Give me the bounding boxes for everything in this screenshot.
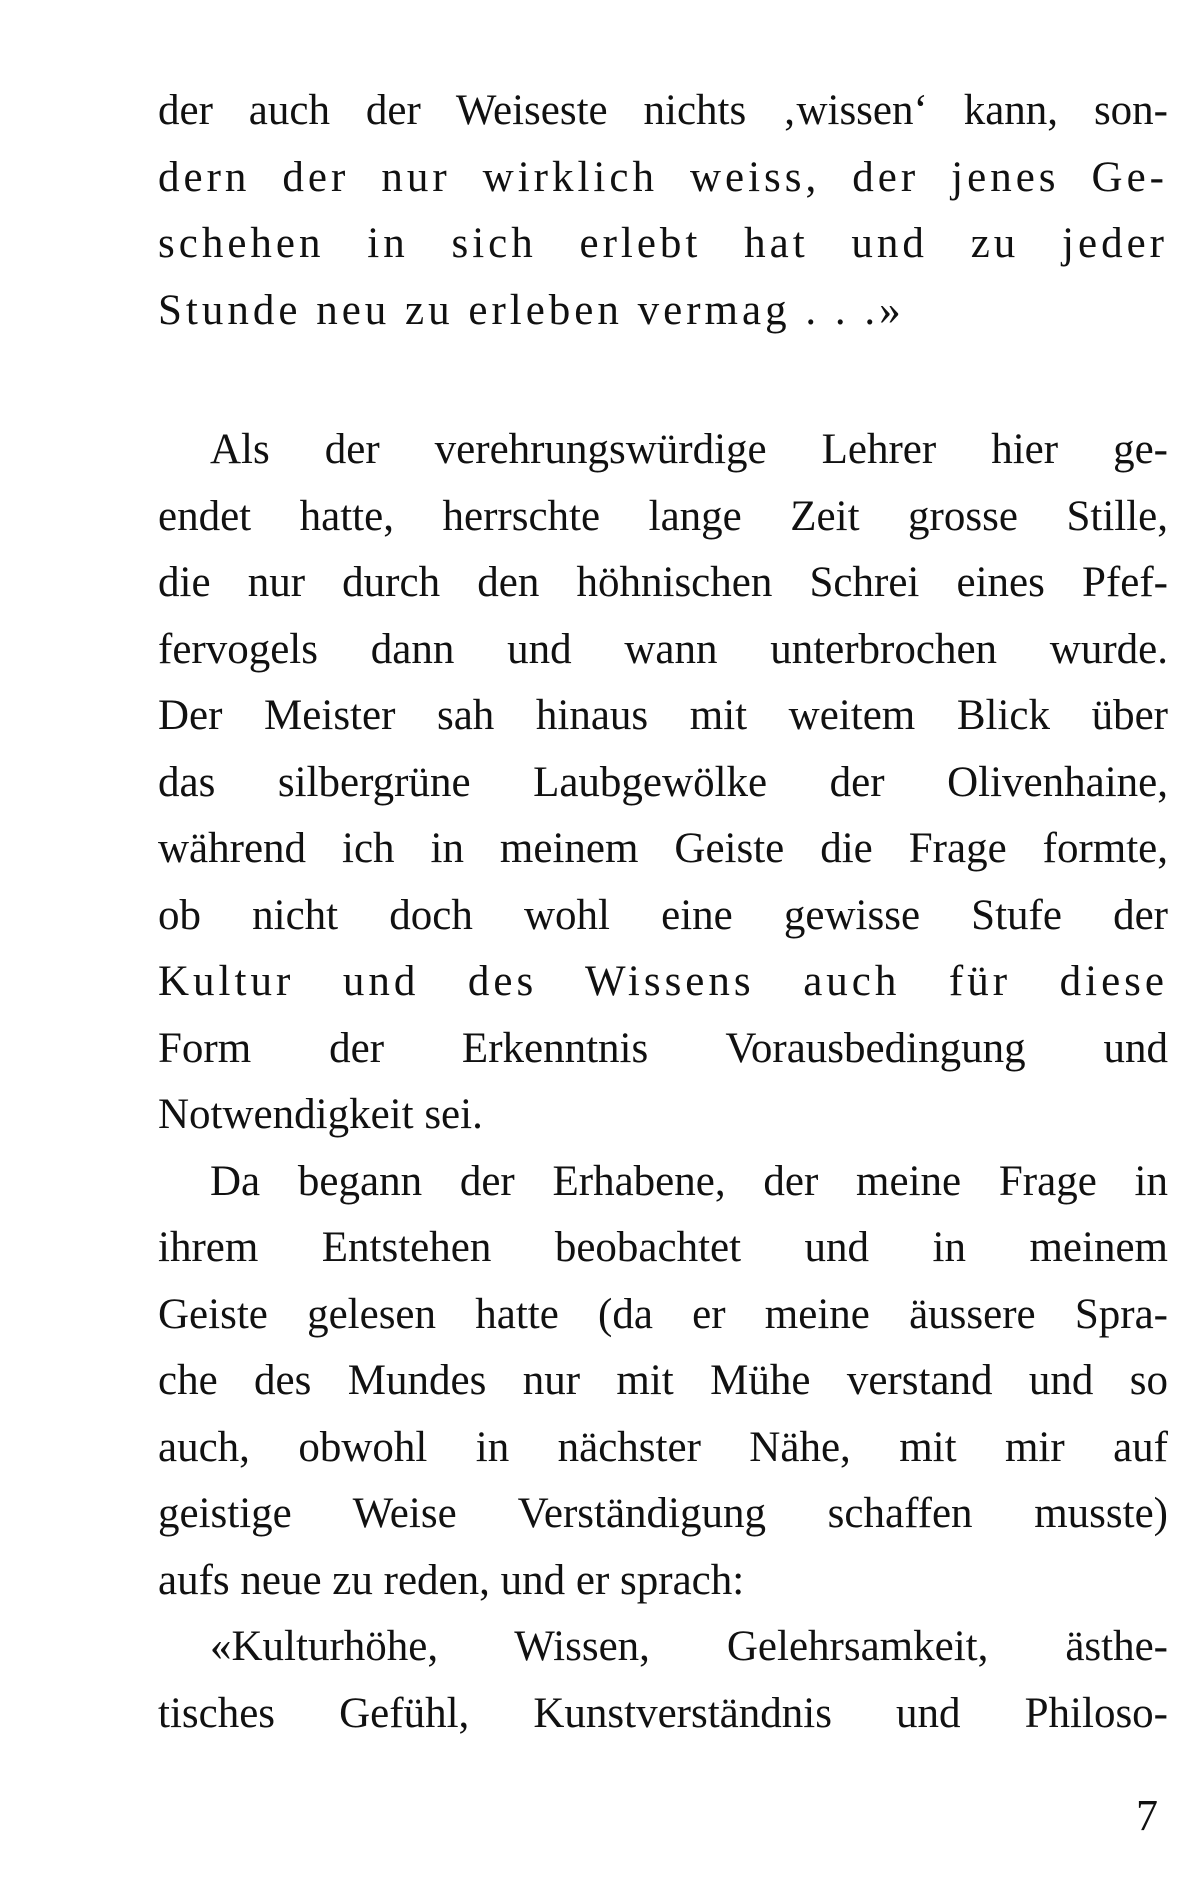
paragraph-2 [158,417,1168,1149]
text-line: fervogels dann und wann unterbrochen wurde. [158,625,1168,673]
text-line: ihrem Entstehen beobachtet und in meinem [158,1224,1168,1271]
text-line: während ich in meinem Geiste die Frage formte, [158,825,1168,872]
text-line: aufs neue zu reden, und er sprach: [158,1556,745,1604]
text-line: die nur durch den höhnischen Schrei eines Pfef- [158,559,1168,606]
paragraph-1 [158,78,1168,344]
text-line: Der Meister sah hinaus mit weitem Blick über [158,692,1168,739]
text-line: Da begann der Erhabene, der meine Frage in [210,1157,1168,1205]
text-line: auch, obwohl in nächster Nähe, mit mir auf [158,1423,1168,1471]
text-line: der auch der Weiseste nichts ‚wissen‘ kann, son- [158,87,1168,134]
text-line: ob nicht doch wohl eine gewisse Stufe der [158,891,1168,939]
text-line: Geiste gelesen hatte (da er meine äussere Spra- [158,1290,1168,1338]
text-line: endet hatte, herrschte lange Zeit grosse Stille, [158,492,1168,540]
text-line: dern der nur wirklich weiss, der jenes Ge- [158,153,1168,201]
text-line: Als der verehrungswürdige Lehrer hier ge- [210,426,1168,473]
text-line: schehen in sich erlebt hat und zu jeder [158,220,1168,267]
paragraph-4 [158,1614,1168,1747]
text-line: das silbergrüne Laubgewölke der Olivenhaine, [158,758,1168,806]
text-line: Notwendigkeit sei. [158,1091,483,1138]
book-page-text [158,78,1168,1747]
text-line: Kultur und des Wissens auch für diese [158,958,1168,1005]
page-number: 7 [1136,1791,1158,1840]
text-line: Form der Erkenntnis Vorausbedingung und [158,1024,1168,1072]
text-line: tisches Gefühl, Kunstverständnis und Philoso- [158,1689,1168,1737]
paragraph-3 [158,1149,1168,1615]
paragraph-spacer [158,344,1168,417]
text-line: Stunde neu zu erleben vermag . . .» [158,286,905,334]
text-line: che des Mundes nur mit Mühe verstand und so [158,1357,1168,1404]
text-line: «Kulturhöhe, Wissen, Gelehrsamkeit, ästhe- [210,1623,1168,1670]
text-line: geistige Weise Verständigung schaffen musste) [158,1490,1168,1537]
